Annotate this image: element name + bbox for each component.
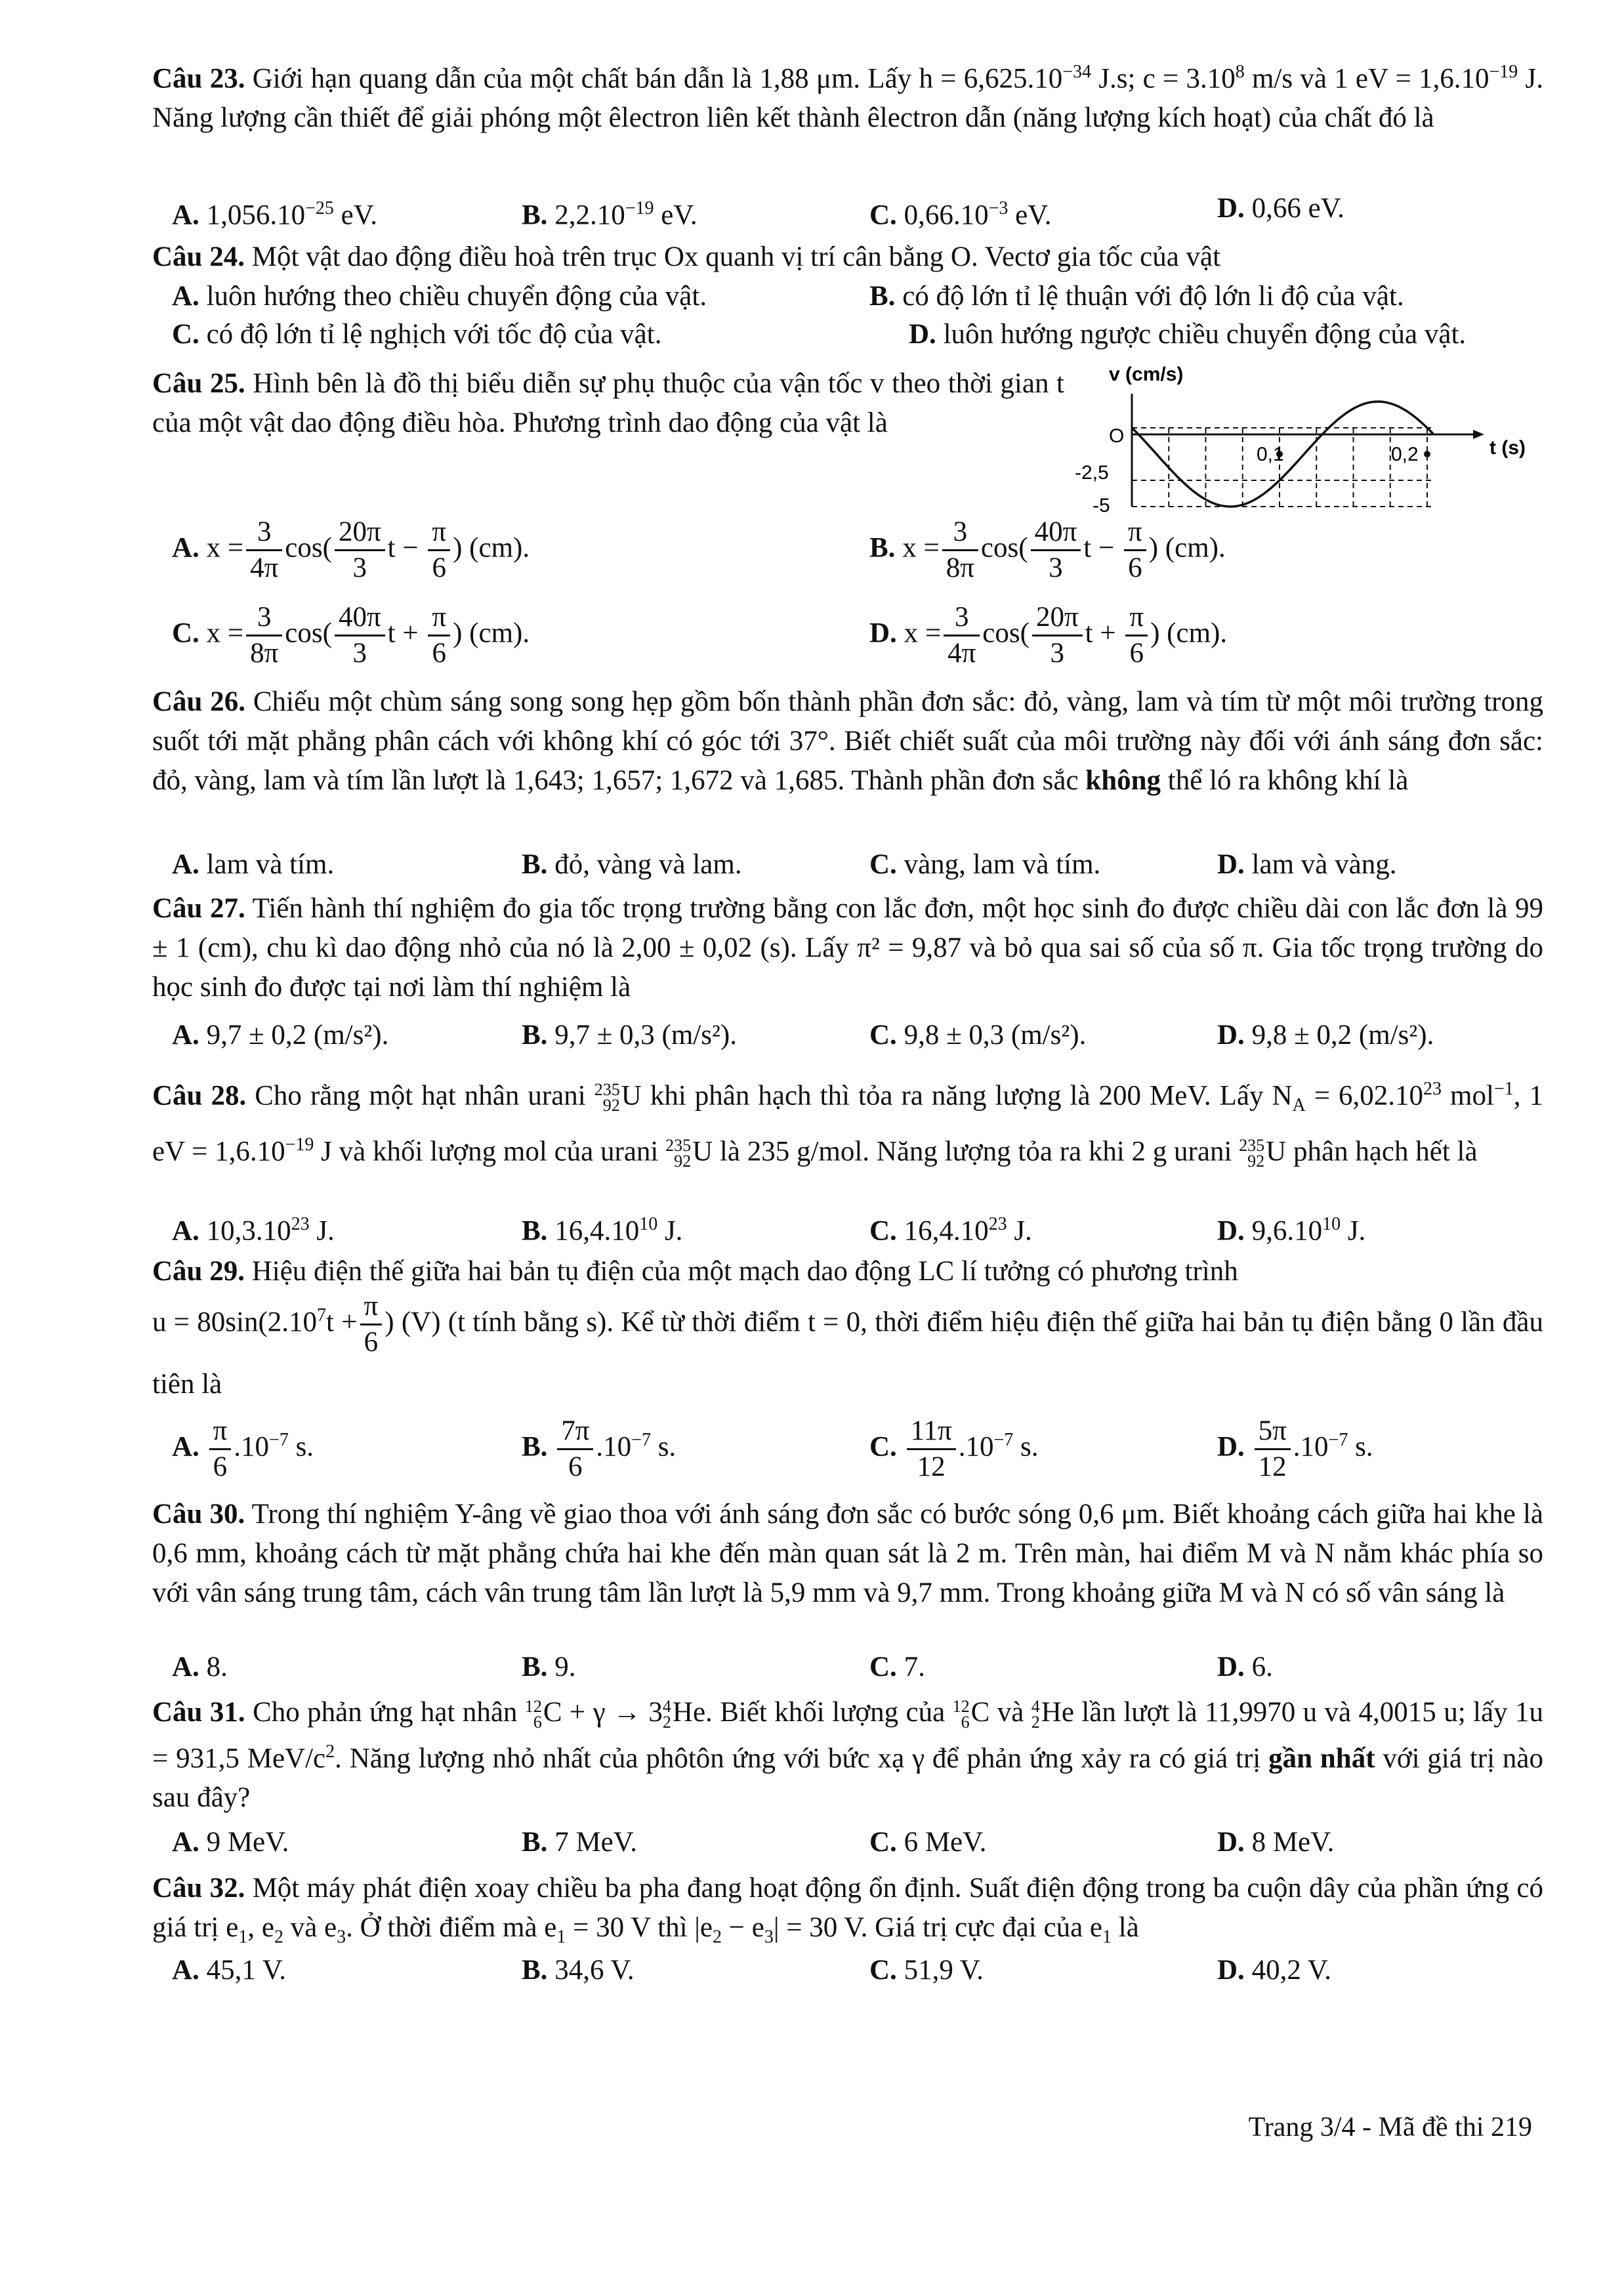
option-31-a[interactable]: A. 9 MeV.	[172, 1827, 289, 1858]
x-tick-mark	[1424, 451, 1430, 457]
option-30-c[interactable]: C. 7.	[869, 1652, 925, 1682]
option-31-b[interactable]: B. 7 MeV.	[522, 1827, 638, 1858]
option-31-c[interactable]: C. 6 MeV.	[869, 1827, 987, 1858]
question-31: Câu 31. Cho phản ứng hạt nhân 12 6 C + γ → 3 4 2 He. Biết khối lượng của 12 6 C và 4 2 He lần lượt là 11,9970 u và 4,0015 u; lấy 1u = 931,5 MeV/$c^2$. Năng lượng nhỏ nhất của phôtôn ứng với bức xạ γ để phản ứng xảy ra có giá trị gần nhất với giá trị nào sau đây?	[152, 1697, 1544, 1814]
option-27-a[interactable]: A. 9,7 ± 0,2 (m/s²).	[172, 1020, 389, 1051]
option-32-c[interactable]: C. 51,9 V.	[869, 1955, 984, 1986]
question-29: Câu 29. Hiệu điện thế giữa hai bản tụ điện của một mạch dao động LC lí tưởng có phương trình	[152, 1256, 1238, 1287]
option-27-c[interactable]: C. 9,8 ± 0,3 (m/s²).	[869, 1020, 1087, 1051]
question-26: Câu 26. Chiếu một chùm sáng song song hẹp gồm bốn thành phần đơn sắc: đỏ, vàng, lam và tím từ một môi trường trong suốt tới mặt phẳng phân cách với không khí có góc tới 37°. Biết chiết suất của môi trường này đối với ánh sáng đơn sắc: đỏ, vàng, lam và tím lần lượt là 1,643; 1,657; 1,672 và 1,685. Thành phần đơn sắc không thể ló ra không khí là	[152, 686, 1544, 796]
option-23-b[interactable]: B. $2,2.10^{-19}$ eV.	[522, 198, 697, 231]
page-footer: Trang 3/4 - Mã đề thi 219	[1248, 2112, 1532, 2142]
velocity-time-chart	[1070, 362, 1526, 520]
option-24-b[interactable]: B. có độ lớn tỉ lệ thuận với độ lớn li độ của vật.	[869, 281, 1404, 312]
y-tick-minus-2-5: -2,5	[1075, 462, 1109, 484]
option-24-d[interactable]: D. luôn hướng ngược chiều chuyển động của vật.	[909, 319, 1467, 350]
option-26-c[interactable]: C. vàng, lam và tím.	[869, 849, 1101, 880]
option-32-b[interactable]: B. 34,6 V.	[522, 1955, 635, 1986]
x-tick-0-2: 0,2	[1391, 444, 1419, 465]
option-27-d[interactable]: D. 9,8 ± 0,2 (m/s²).	[1217, 1020, 1434, 1051]
option-29-a[interactable]: A. $\frac{\pi}{6}$ $.10^{-7}$ s.	[172, 1415, 314, 1482]
option-25-c[interactable]: C. x = $\frac{3}{8\pi}$ cos( $\frac{40\pi}{3}$ t + $\frac{\pi}{6}$ ) (cm).	[172, 602, 530, 669]
option-24-c[interactable]: C. có độ lớn tỉ lệ nghịch với tốc độ của vật.	[172, 319, 662, 350]
option-28-d[interactable]: D. 9,6.10$^{10}$ J.	[1217, 1214, 1366, 1247]
question-29-equation: $u = 80\sin(2.10^7t$ + $\frac{\pi}{6}$ ) (V) (t tính bằng s). Kể từ thời điểm t = 0, thời điểm hiệu điện thế giữa hai bản tụ điện bằng 0 lần đầu tiên là	[152, 1291, 1543, 1400]
option-30-a[interactable]: A. 8.	[172, 1652, 228, 1682]
question-24: Câu 24. Một vật dao động điều hoà trên trục Ox quanh vị trí cân bằng O. Vectơ gia tốc của vật	[152, 241, 1221, 272]
option-28-c[interactable]: C. 16,4.10$^{23}$ J.	[869, 1214, 1032, 1247]
x-tick-0-1: 0,1	[1257, 444, 1284, 465]
chart-grid	[1132, 428, 1434, 507]
option-25-d[interactable]: D. x = $\frac{3}{4\pi}$ cos( $\frac{20\pi}{3}$ t + $\frac{\pi}{6}$ ) (cm).	[869, 602, 1228, 669]
option-32-a[interactable]: A. 45,1 V.	[172, 1955, 287, 1986]
question-23: Câu 23. Giới hạn quang dẫn của một chất bán dẫn là 1,88 μm. Lấy $h = 6,625.10^{-34}$ J.s; $c = 3.10^8$ m/s và 1 eV = $1,6.10^{-19}$ J. Năng lượng cần thiết để giải phóng một êlectron liên kết thành êlectron dẫn (năng lượng kích hoạt) của chất đó là	[152, 62, 1544, 134]
option-23-a[interactable]: A. $1,056.10^{-25}$ eV.	[172, 198, 377, 231]
option-25-a[interactable]: A. x = $\frac{3}{4\pi}$ cos( $\frac{20\pi}{3}$ t − $\frac{\pi}{6}$ ) (cm).	[172, 516, 530, 583]
question-27: Câu 27. Tiến hành thí nghiệm đo gia tốc trọng trường bằng con lắc đơn, một học sinh đo được chiều dài con lắc đơn là 99 ± 1 (cm), chu kì dao động nhỏ của nó là 2,00 ± 0,02 (s). Lấy π² = 9,87 và bỏ qua sai số của số π. Gia tốc trọng trường do học sinh đo được tại nơi làm thí nghiệm là	[152, 893, 1544, 1003]
question-number: Câu 23.	[152, 63, 245, 94]
question-32: Câu 32. Một máy phát điện xoay chiều ba pha đang hoạt động ổn định. Suất điện động trong ba cuộn dây của phần ứng có giá trị $e_1$, $e_2$ và $e_3$. Ở thời điểm mà $e_1 = 30$ V thì $|e_2 - e_3| = 30$ V. Giá trị cực đại của $e_1$ là	[152, 1873, 1544, 1948]
option-28-a[interactable]: A. 10,3.10$^{23}$ J.	[172, 1214, 335, 1247]
option-32-d[interactable]: D. 40,2 V.	[1217, 1955, 1332, 1986]
option-23-d[interactable]: D. 0,66 eV.	[1217, 193, 1344, 224]
option-30-d[interactable]: D. 6.	[1217, 1652, 1273, 1682]
option-26-b[interactable]: B. đỏ, vàng và lam.	[522, 849, 742, 880]
y-axis-label: v (cm/s)	[1109, 364, 1184, 385]
y-tick-minus-5: -5	[1093, 495, 1110, 516]
x-axis-arrow	[1473, 430, 1484, 439]
y-tick-origin: O	[1109, 425, 1125, 447]
x-axis-label: t (s)	[1489, 437, 1526, 459]
option-29-b[interactable]: B. $\frac{7\pi}{6}$ $.10^{-7}$ s.	[522, 1415, 677, 1482]
option-23-c[interactable]: C. $0,66.10^{-3}$ eV.	[869, 198, 1052, 231]
question-25: Câu 25. Hình bên là đồ thị biểu diễn sự phụ thuộc của vận tốc v theo thời gian t của một vật dao động điều hòa. Phương trình dao động của vật là	[152, 368, 1064, 438]
question-28: Câu 28. Cho rằng một hạt nhân urani 235 92 U khi phân hạch thì tỏa ra năng lượng là 200 MeV. Lấy $N_A = 6,02.10^{23}$ mol$^{-1}$, 1 eV = $1,6.10^{-19}$ J và khối lượng mol của urani 235 92 U là 235 g/mol. Năng lượng tỏa ra khi 2 g urani 235 92 U phân hạch hết là	[152, 1079, 1544, 1171]
option-30-b[interactable]: B. 9.	[522, 1652, 576, 1682]
option-26-d[interactable]: D. lam và vàng.	[1217, 849, 1397, 880]
option-25-b[interactable]: B. x = $\frac{3}{8\pi}$ cos( $\frac{40\pi}{3}$ t − $\frac{\pi}{6}$ ) (cm).	[869, 516, 1226, 583]
option-27-b[interactable]: B. 9,7 ± 0,3 (m/s²).	[522, 1020, 737, 1051]
option-29-c[interactable]: C. $\frac{11\pi}{12}$ $.10^{-7}$ s.	[869, 1415, 1039, 1482]
option-24-a[interactable]: A. luôn hướng theo chiều chuyển động của vật.	[172, 281, 707, 312]
option-26-a[interactable]: A. lam và tím.	[172, 849, 335, 880]
option-31-d[interactable]: D. 8 MeV.	[1217, 1827, 1335, 1858]
question-30: Câu 30. Trong thí nghiệm Y-âng về giao thoa với ánh sáng đơn sắc có bước sóng 0,6 μm. Biết khoảng cách giữa hai khe là 0,6 mm, khoảng cách từ mặt phẳng chứa hai khe đến màn quan sát là 2 m. Trên màn, hai điểm M và N nằm khác phía so với vân sáng trung tâm, cách vân trung tâm lần lượt là 5,9 mm và 9,7 mm. Trong khoảng giữa M và N có số vân sáng là	[152, 1499, 1543, 1608]
option-28-b[interactable]: B. 16,4.10$^{10}$ J.	[522, 1214, 683, 1247]
option-29-d[interactable]: D. $\frac{5\pi}{12}$ $.10^{-7}$ s.	[1217, 1415, 1373, 1482]
